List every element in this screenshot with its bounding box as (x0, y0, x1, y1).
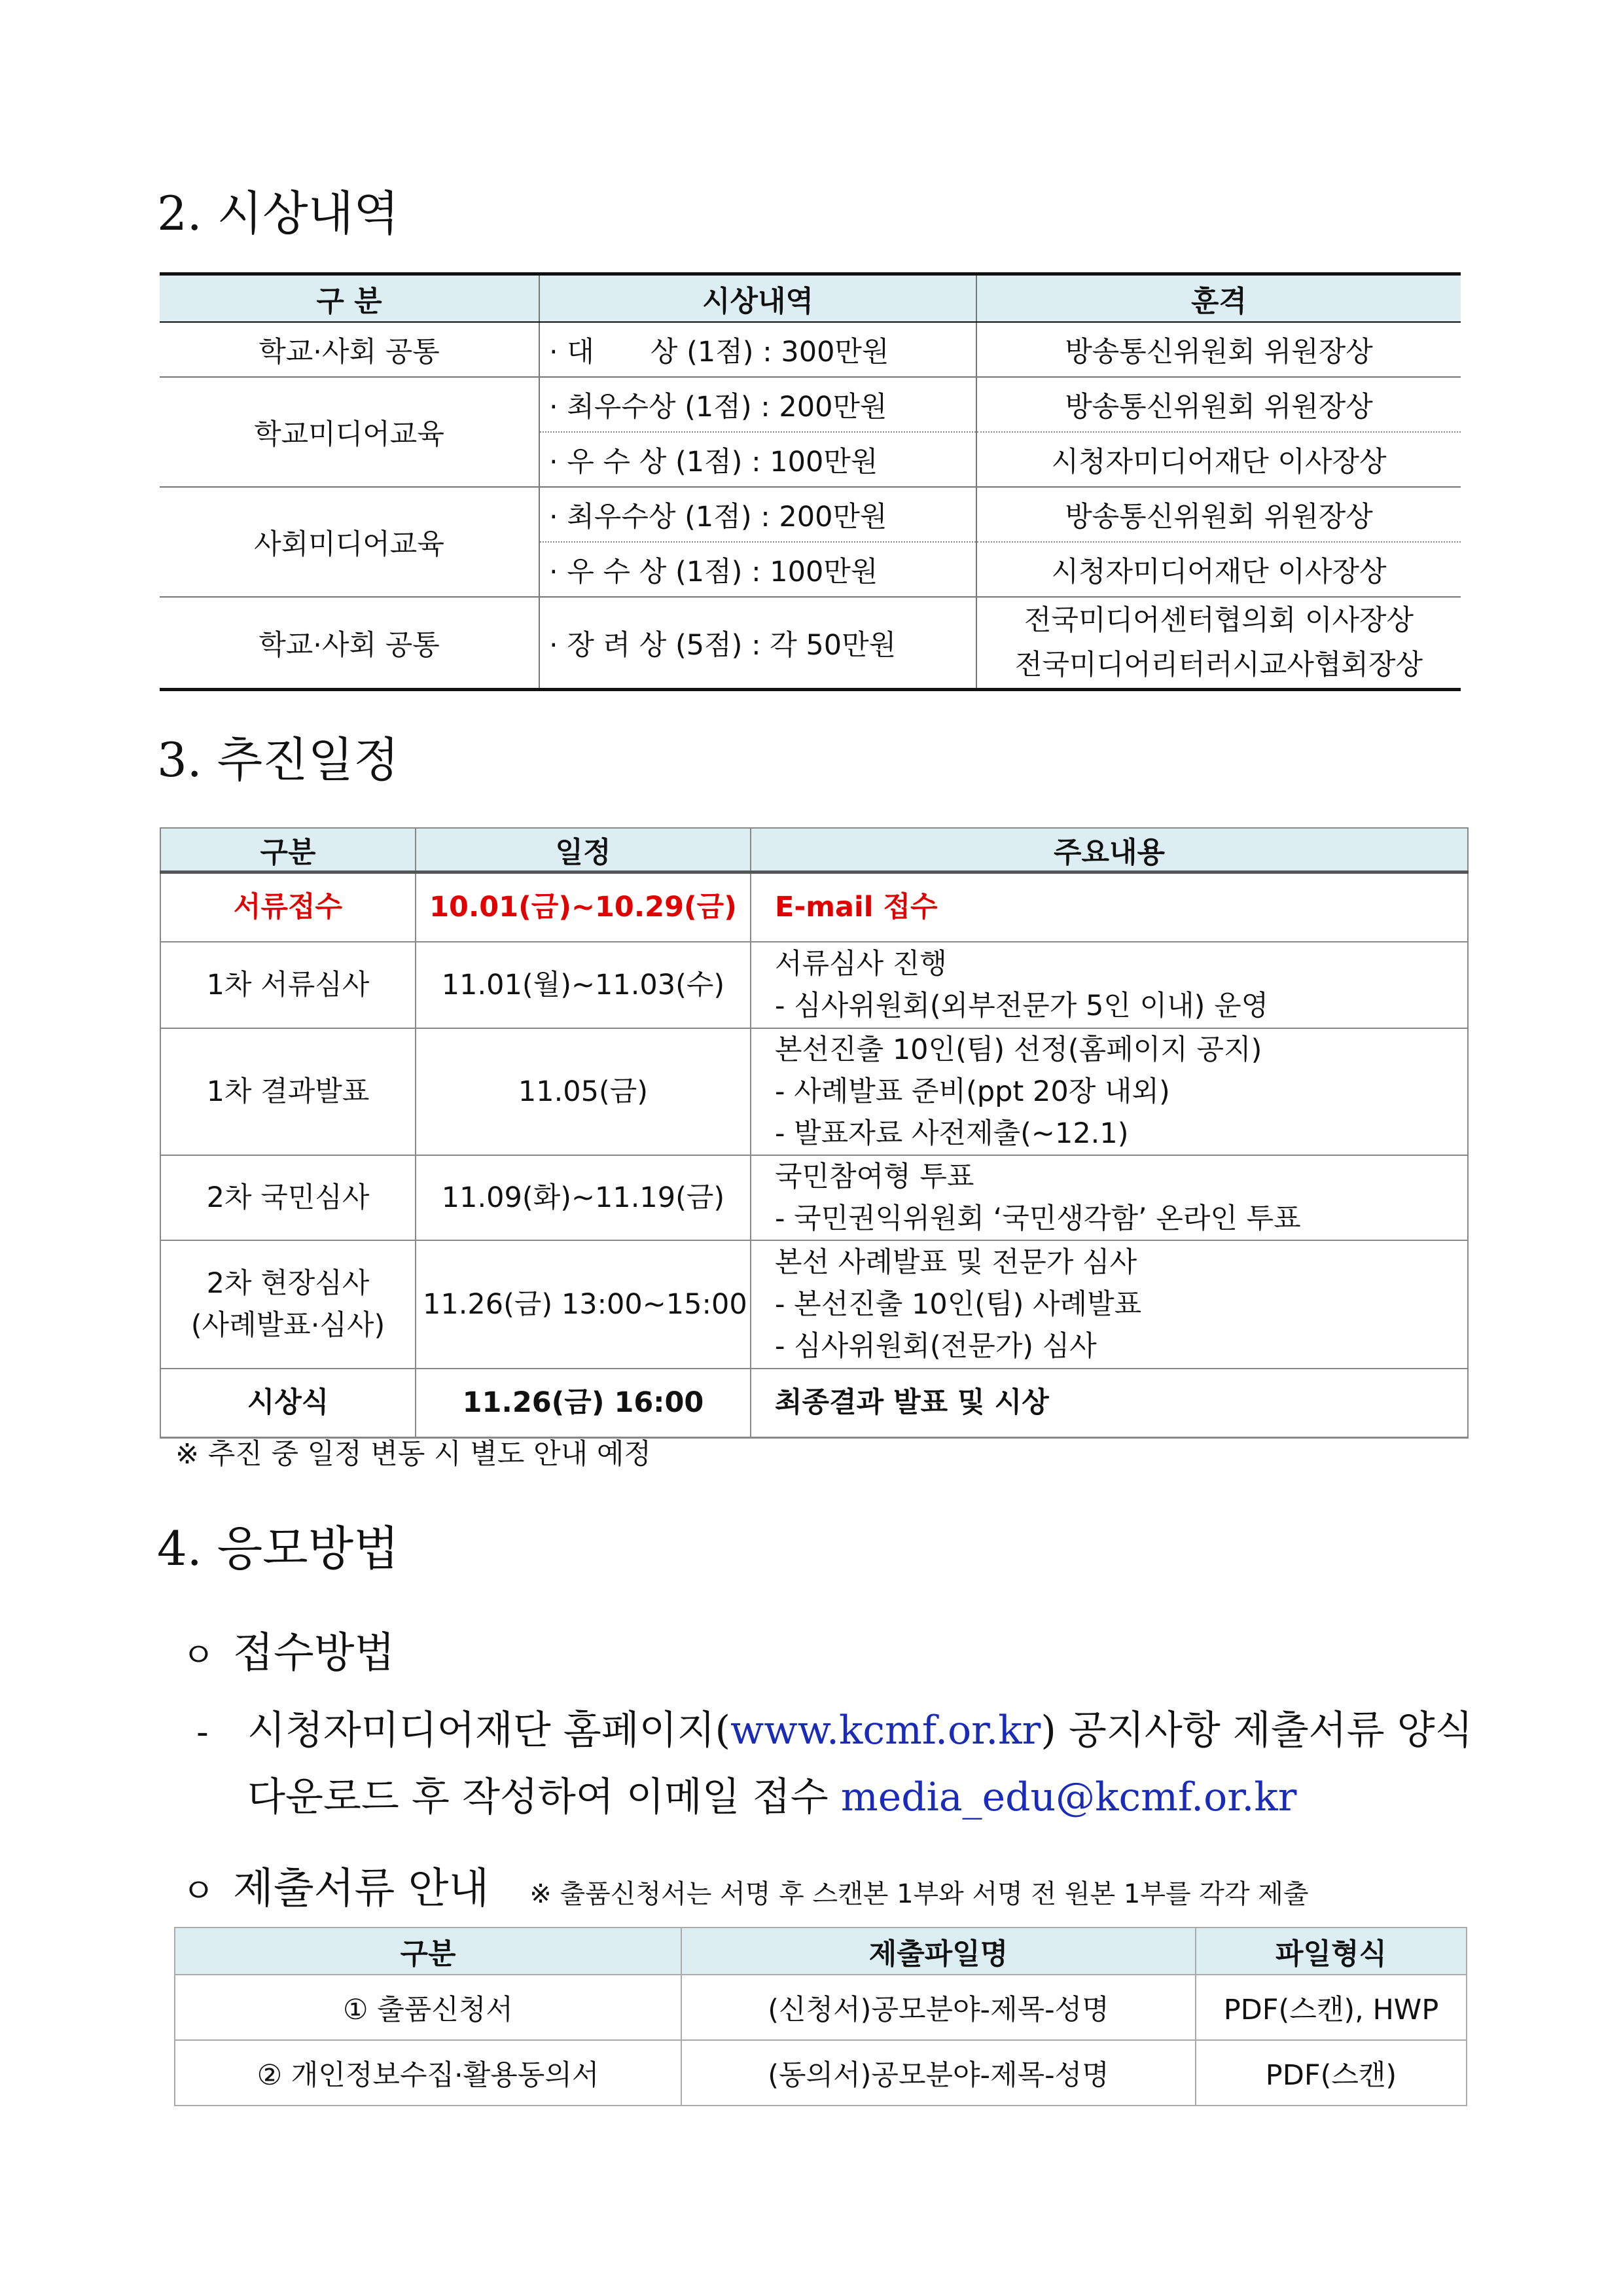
content-line: 본선진출 10인(팀) 선정(홈페이지 공지) (775, 1033, 1262, 1066)
award-honor (976, 597, 1461, 690)
doc-format: PDF(스캔), HWP (1196, 1975, 1467, 2040)
award-honor: 시청자미디어재단 이사장상 (976, 432, 1461, 487)
schedule-date: 11.01(월)~11.03(수) (416, 942, 751, 1028)
header-format: 파일형식 (1196, 1928, 1467, 1975)
award-category: 학교·사회 공통 (160, 322, 539, 377)
header-category: 구 분 (160, 274, 539, 323)
category-line: (사례발표·심사) (190, 1308, 385, 1342)
table-row (160, 487, 1461, 542)
schedule-date: 10.01(금)~10.29(금) (416, 872, 751, 942)
table-row (160, 322, 1461, 377)
homepage-link[interactable]: www.kcmf.or.kr (730, 1708, 1041, 1753)
table-row (160, 597, 1461, 690)
content-line: 서류심사 진행 (775, 947, 947, 980)
schedule-date: 11.26(금) 16:00 (416, 1369, 751, 1438)
method-text: 시청자미디어재단 홈페이지( (247, 1708, 730, 1753)
table-header-row (160, 274, 1461, 323)
docs-heading (182, 1855, 1309, 1915)
award-honor-line: 전국미디어센터협의회 이사장상 (1024, 604, 1414, 637)
schedule-date: 11.26(금) 13:00~15:00 (416, 1240, 751, 1369)
schedule-table (160, 827, 1469, 1439)
header-doc: 구분 (175, 1928, 681, 1975)
content-line: - 본선진출 10인(팀) 사례발표 (775, 1287, 1142, 1321)
doc-filename: (동의서)공모분야-제목-성명 (681, 2040, 1196, 2106)
content-line: - 발표자료 사전제출(~12.1) (775, 1117, 1129, 1150)
content-line: 국민참여형 투표 (775, 1160, 974, 1193)
award-category: 사회미디어교육 (160, 487, 539, 597)
bullet-icon: ㅇ (182, 1636, 215, 1676)
content-line: 본선 사례발표 및 전문가 심사 (775, 1246, 1137, 1279)
doc-name: ① 출품신청서 (175, 1975, 681, 2040)
category-line: 2차 현장심사 (206, 1266, 370, 1300)
content-line: - 심사위원회(전문가) 심사 (775, 1329, 1097, 1363)
award-prize: · 우 수 상 (1점) : 100만원 (539, 542, 976, 597)
award-honor: 방송통신위원회 위원장상 (976, 487, 1461, 542)
award-prize: · 우 수 상 (1점) : 100만원 (539, 432, 976, 487)
schedule-category: 서류접수 (160, 872, 416, 942)
schedule-category: 1차 서류심사 (160, 942, 416, 1028)
awards-table (160, 272, 1461, 691)
award-honor-line: 전국미디어리터러시교사협회장상 (1014, 649, 1423, 681)
schedule-content: E-mail 접수 (751, 872, 1468, 942)
method-line-1 (196, 1699, 1479, 1755)
content-line: - 사례발표 준비(ppt 20장 내외) (775, 1075, 1170, 1108)
table-row (175, 2040, 1467, 2106)
table-row (160, 872, 1468, 942)
schedule-content (751, 942, 1468, 1028)
table-row (160, 942, 1468, 1028)
table-header-row (160, 828, 1468, 872)
bullet-icon: ㅇ (182, 1872, 215, 1911)
award-prize: · 최우수상 (1점) : 200만원 (539, 377, 976, 432)
content-line: - 국민권익위원회 ‘국민생각함’ 온라인 투표 (775, 1202, 1301, 1235)
table-row (160, 1240, 1468, 1369)
section-title-schedule: 3. 추진일정 (157, 732, 399, 787)
award-prize: · 장 려 상 (5점) : 각 50만원 (539, 597, 976, 690)
method-text: 다운로드 후 작성하여 이메일 접수 (247, 1774, 841, 1820)
doc-filename: (신청서)공모분야-제목-성명 (681, 1975, 1196, 2040)
table-row (160, 1028, 1468, 1155)
schedule-content: 최종결과 발표 및 시상 (751, 1369, 1468, 1438)
award-honor: 시청자미디어재단 이사장상 (976, 542, 1461, 597)
schedule-content (751, 1028, 1468, 1155)
doc-format: PDF(스캔) (1196, 2040, 1467, 2106)
docs-note: ※ 출품신청서는 서명 후 스캔본 1부와 서명 전 원본 1부를 각각 제출 (529, 1879, 1309, 1909)
header-honor: 훈격 (976, 274, 1461, 323)
schedule-category (160, 1240, 416, 1369)
table-row (160, 1155, 1468, 1240)
dash-icon: - (196, 1713, 209, 1752)
table-header-row (175, 1928, 1467, 1975)
doc-name: ② 개인정보수집·활용동의서 (175, 2040, 681, 2106)
schedule-content (751, 1240, 1468, 1369)
header-filename: 제출파일명 (681, 1928, 1196, 1975)
schedule-date: 11.05(금) (416, 1028, 751, 1155)
schedule-content (751, 1155, 1468, 1240)
header-date: 일정 (416, 828, 751, 872)
content-line: - 심사위원회(외부전문가 5인 이내) 운영 (775, 989, 1269, 1022)
header-category: 구분 (160, 828, 416, 872)
award-category: 학교·사회 공통 (160, 597, 539, 690)
method-heading-text: 접수방법 (233, 1629, 395, 1677)
award-honor: 방송통신위원회 위원장상 (976, 377, 1461, 432)
header-content: 주요내용 (751, 828, 1468, 872)
schedule-date: 11.09(화)~11.19(금) (416, 1155, 751, 1240)
docs-heading-text: 제출서류 안내 (233, 1865, 490, 1913)
schedule-category: 시상식 (160, 1369, 416, 1438)
section-title-apply: 4. 응모방법 (157, 1521, 399, 1576)
documents-table (174, 1927, 1467, 2106)
header-award: 시상내역 (539, 274, 976, 323)
award-prize: · 대 상 (1점) : 300만원 (539, 322, 976, 377)
email-link[interactable]: media_edu@kcmf.or.kr (840, 1774, 1297, 1820)
schedule-category: 1차 결과발표 (160, 1028, 416, 1155)
method-line-2 (247, 1766, 1296, 1822)
schedule-category: 2차 국민심사 (160, 1155, 416, 1240)
table-row (160, 1369, 1468, 1438)
award-category: 학교미디어교육 (160, 377, 539, 487)
method-text: ) 공지사항 제출서류 양식 (1041, 1708, 1473, 1753)
section-title-awards: 2. 시상내역 (157, 186, 399, 241)
award-honor: 방송통신위원회 위원장상 (976, 322, 1461, 377)
table-row (160, 377, 1461, 432)
schedule-note: ※ 추진 중 일정 변동 시 별도 안내 예정 (175, 1438, 651, 1471)
table-row (175, 1975, 1467, 2040)
award-prize: · 최우수상 (1점) : 200만원 (539, 487, 976, 542)
method-heading (182, 1619, 395, 1679)
